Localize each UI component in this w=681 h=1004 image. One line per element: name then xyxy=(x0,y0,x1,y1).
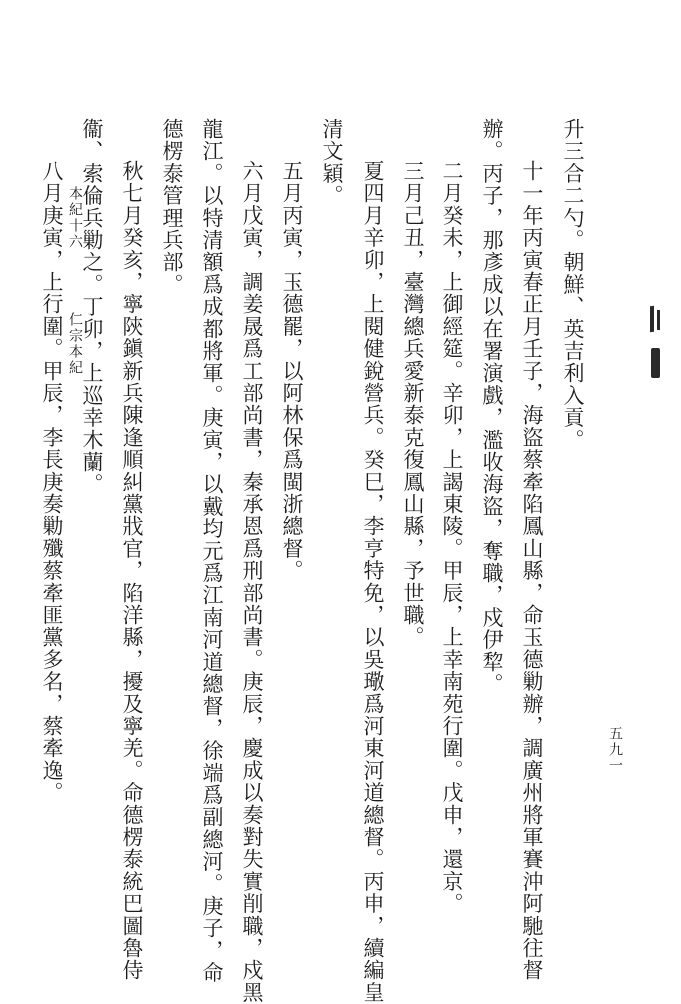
text-column-12: 秋七月癸亥，寧陝鎭新兵陳逢順糾黨戕官，陷洋縣，擾及寧羌。命德楞泰統巴圖魯侍 xyxy=(120,160,144,982)
binding-marks xyxy=(646,304,666,384)
text-column-2: 十一年丙寅春正月壬子，海盜蔡牽陷鳳山縣，命玉德勦辦，調廣州將軍賽沖阿馳往督 xyxy=(520,160,544,982)
text-column-9: 六月戊寅，調姜晟爲工部尚書，秦承恩爲刑部尚書。庚辰，慶成以奏對失實削職，戍黑 xyxy=(240,160,264,1004)
text-column-7: 清文穎。 xyxy=(320,118,344,207)
footer-section-title: 仁宗本紀 xyxy=(67,312,83,376)
text-column-5: 三月己丑，臺灣總兵愛新泰克復鳳山縣，予世職。 xyxy=(401,160,425,649)
text-column-6: 夏四月辛卯，上閱健銳營兵。癸巳，李亨特免，以吳璥爲河東河道總督。丙申，續編皇 xyxy=(361,160,385,1004)
text-column-11: 德楞泰管理兵部。 xyxy=(160,118,184,296)
text-column-14: 八月庚寅，上行圍。甲辰，李長庚奏勦殲蔡牽匪黨多名，蔡牽逸。 xyxy=(40,160,64,804)
text-column-13: 衞、索倫兵勦之。丁卯，上巡幸木蘭。 xyxy=(80,118,104,496)
text-column-3: 辦。丙子，那彥成以在署演戲，濫收海盜，奪職，戍伊犂。 xyxy=(480,118,504,696)
text-column-4: 二月癸未，上御經筵。辛卯，上謁東陵。甲辰，上幸南苑行圍。戊申，還京。 xyxy=(440,160,464,915)
footer-chapter-label: 本紀十六 xyxy=(67,186,83,250)
text-column-8: 五月丙寅，玉德罷，以阿林保爲閩浙總督。 xyxy=(280,160,304,582)
text-column-10: 龍江。以特清額爲成都將軍。庚寅，以戴均元爲江南河道總督，徐端爲副總河。庚子，命 xyxy=(200,118,224,984)
text-column-1: 升三合二勺。朝鮮、英吉利入貢。 xyxy=(561,118,585,451)
page-number: 五九一 xyxy=(607,726,623,774)
